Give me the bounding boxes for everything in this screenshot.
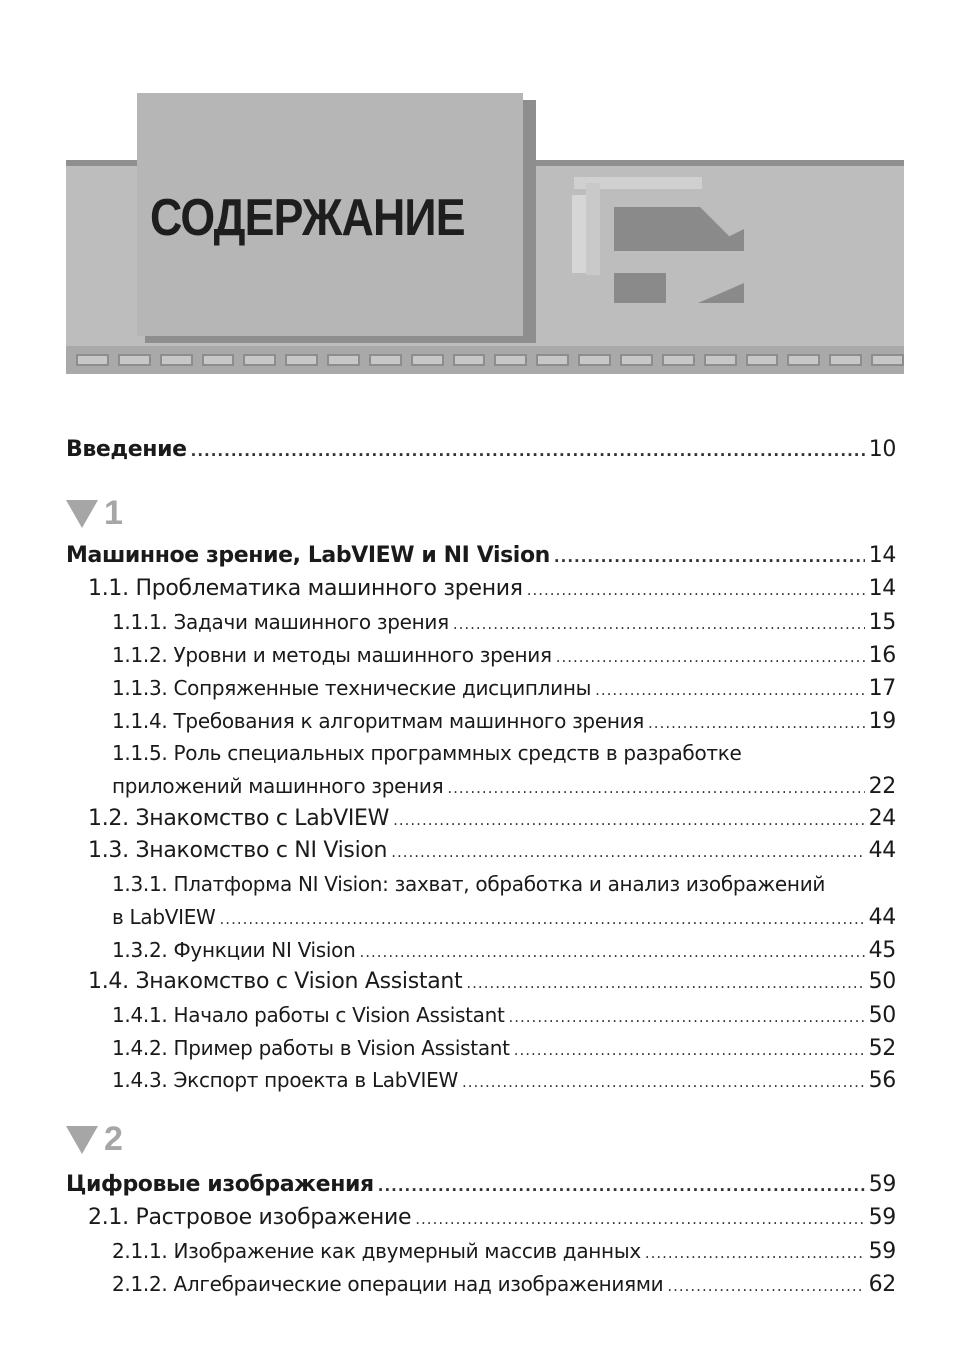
triangle-down-icon <box>66 1126 98 1154</box>
toc-entry[interactable]: приложений машинного зрения ..... 22 <box>112 774 896 799</box>
toc-entry[interactable]: 1.4.3. Экспорт проекта в LabVIEW ..... 56 <box>112 1068 896 1093</box>
decorative-shapes <box>560 175 760 310</box>
chapter-number: 1 <box>104 494 123 532</box>
chapter-number: 2 <box>104 1120 123 1158</box>
toc-entry[interactable]: 2.1.2. Алгебраические операции над изображениями ..... 62 <box>112 1272 896 1297</box>
page-title: СОДЕРЖАНИЕ <box>150 189 465 247</box>
toc-entry-line1[interactable]: 1.3.1. Платформа NI Vision: захват, обработка и анализ изображений <box>112 872 826 896</box>
film-strip-border <box>66 346 904 374</box>
toc-entry-chapter-2[interactable]: Цифровые изображения ..... 59 <box>66 1172 896 1197</box>
toc-entry[interactable]: 1.2. Знакомство с LabVIEW ..... 24 <box>88 806 896 831</box>
toc-entry[interactable]: 2.1.1. Изображение как двумерный массив данных ..... 59 <box>112 1239 896 1264</box>
chapter-marker-2 <box>66 1120 123 1159</box>
toc-entry[interactable]: в LabVIEW ..... 44 <box>112 905 896 930</box>
toc-entry-label: Введение <box>66 437 187 462</box>
toc-entry[interactable]: 1.1.2. Уровни и методы машинного зрения ..... 16 <box>112 643 896 668</box>
toc-entry[interactable]: 1.4.2. Пример работы в Vision Assistant ..... 52 <box>112 1036 896 1061</box>
toc-entry[interactable]: 1.4.1. Начало работы с Vision Assistant ..... 50 <box>112 1003 896 1028</box>
toc-entry[interactable]: 1.1. Проблематика машинного зрения ..... 14 <box>88 576 896 601</box>
toc-entry[interactable]: 1.3. Знакомство с NI Vision ..... 44 <box>88 838 896 863</box>
toc-entry[interactable]: 1.1.3. Сопряженные технические дисциплины ..... 17 <box>112 676 896 701</box>
toc-entry[interactable]: 1.1.1. Задачи машинного зрения ..... 15 <box>112 610 896 635</box>
toc-entry[interactable]: 1.3.2. Функции NI Vision ..... 45 <box>112 938 896 963</box>
toc-entry[interactable]: 2.1. Растровое изображение ..... 59 <box>88 1205 896 1230</box>
triangle-down-icon <box>66 500 98 528</box>
toc-entry[interactable]: 1.4. Знакомство с Vision Assistant ..... 50 <box>88 969 896 994</box>
toc-entry-line1[interactable]: 1.1.5. Роль специальных программных средств в разработке <box>112 741 742 765</box>
toc-entry-intro[interactable] <box>66 437 896 462</box>
toc-entry-page: 10 <box>868 437 896 462</box>
toc-entry[interactable]: 1.1.4. Требования к алгоритмам машинного зрения ..... 19 <box>112 709 896 734</box>
chapter-marker-1 <box>66 494 123 533</box>
toc-entry-chapter-1[interactable]: Машинное зрение, LabVIEW и NI Vision ..... 14 <box>66 543 896 568</box>
